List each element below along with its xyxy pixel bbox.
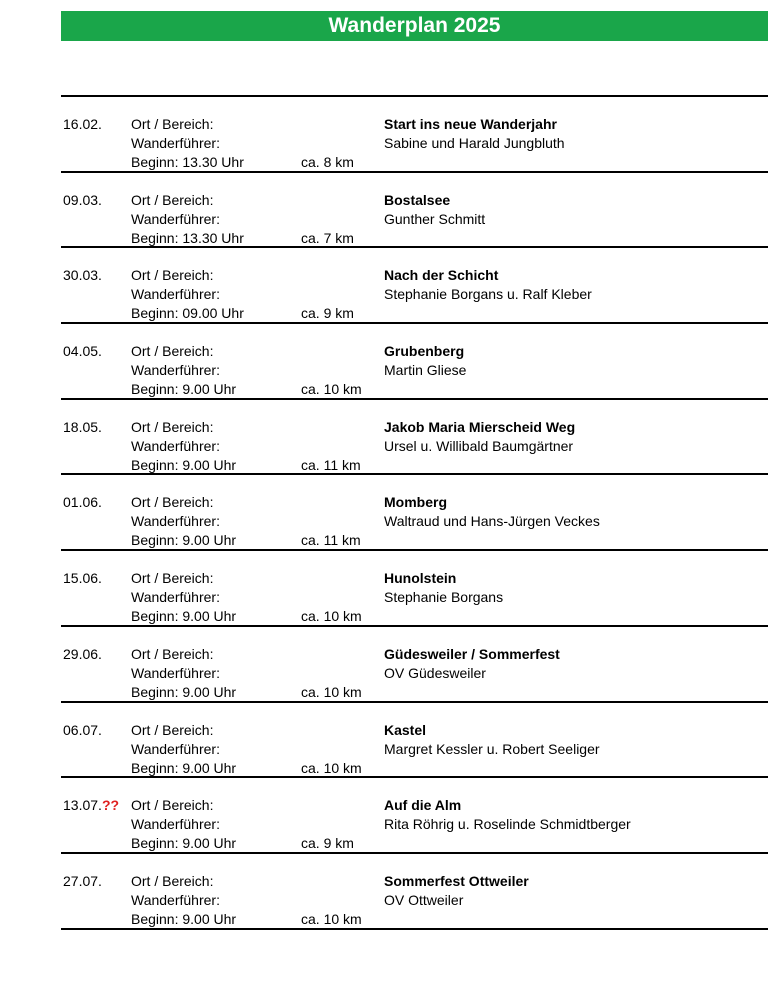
distance: ca. 10 km [301,381,362,398]
hike-title: Nach der Schicht [384,267,499,284]
distance: ca. 7 km [301,229,354,246]
hike-title: Kastel [384,721,427,738]
hike-date [63,342,102,361]
hike-guide: Stephanie Borgans [384,589,504,606]
hike-guide: OV Ottweiler [384,891,464,908]
location-label: Ort / Bereich: [131,494,214,511]
start-time: Beginn: 9.00 Uhr [131,608,237,625]
distance: ca. 10 km [301,683,362,700]
hike-guide: Martin Gliese [384,362,467,379]
distance: ca. 9 km [301,305,354,322]
distance: ca. 10 km [301,608,362,625]
hike-title: Grubenberg [384,343,465,360]
start-time: Beginn: 9.00 Uhr [131,759,237,776]
start-time: Beginn: 9.00 Uhr [131,683,237,700]
hike-title: Auf die Alm [384,797,462,814]
location-label: Ort / Bereich: [131,267,214,284]
hike-guide: Gunther Schmitt [384,210,486,227]
hike-guide: Sabine und Harald Jungbluth [384,135,565,151]
guide-label: Wanderführer: [131,210,220,227]
distance: ca. 10 km [301,759,362,776]
hike-schedule-list [61,97,768,930]
hike-title: Jakob Maria Mierscheid Weg [384,418,576,435]
hike-date-value: 01.06. [63,494,102,511]
hike-date-value: 16.02. [63,116,102,132]
guide-label: Wanderführer: [131,437,220,454]
hike-entry [61,248,768,324]
hike-date-value: 04.05. [63,343,102,360]
hike-entry [61,173,768,249]
hike-title: Hunolstein [384,570,457,587]
start-time: Beginn: 9.00 Uhr [131,910,237,927]
start-time: Beginn: 9.00 Uhr [131,381,237,398]
start-time: Beginn: 09.00 Uhr [131,305,244,322]
location-label: Ort / Bereich: [131,418,214,435]
hike-date-value: 13.07. [63,797,102,814]
guide-label: Wanderführer: [131,135,220,151]
hike-date-value: 15.06. [63,570,102,587]
distance: ca. 9 km [301,835,354,852]
hike-date [63,266,102,285]
distance: ca. 11 km [301,532,361,549]
location-label: Ort / Bereich: [131,116,214,132]
hike-date [63,569,102,588]
guide-label: Wanderführer: [131,362,220,379]
location-label: Ort / Bereich: [131,191,214,208]
guide-label: Wanderführer: [131,740,220,757]
location-label: Ort / Bereich: [131,721,214,738]
hike-title: Momberg [384,494,447,511]
location-label: Ort / Bereich: [131,797,214,814]
page-title: Wanderplan 2025 [61,11,768,41]
guide-label: Wanderführer: [131,589,220,606]
distance: ca. 8 km [301,154,354,170]
hike-date-value: 29.06. [63,645,102,662]
hike-entry [61,627,768,703]
hike-entry [61,400,768,476]
hike-date [63,418,102,437]
start-time: Beginn: 9.00 Uhr [131,456,237,473]
hike-guide: Rita Röhrig u. Roselinde Schmidtberger [384,816,631,833]
location-label: Ort / Bereich: [131,872,214,889]
hike-title: Sommerfest Ottweiler [384,872,529,889]
hike-date-value: 09.03. [63,191,102,208]
guide-label: Wanderführer: [131,664,220,681]
start-time: Beginn: 13.30 Uhr [131,154,244,170]
hike-date-value: 30.03. [63,267,102,284]
location-label: Ort / Bereich: [131,570,214,587]
hike-guide: Stephanie Borgans u. Ralf Kleber [384,286,592,303]
hike-guide: OV Güdesweiler [384,664,486,681]
hike-guide: Ursel u. Willibald Baumgärtner [384,437,574,454]
hike-guide: Margret Kessler u. Robert Seeliger [384,740,600,757]
location-label: Ort / Bereich: [131,645,214,662]
hike-entry [61,324,768,400]
hike-date [63,191,102,210]
start-time: Beginn: 13.30 Uhr [131,229,244,246]
hike-date [63,115,102,134]
distance: ca. 11 km [301,456,361,473]
distance: ca. 10 km [301,910,362,927]
hike-entry [61,854,768,930]
hike-entry [61,703,768,779]
guide-label: Wanderführer: [131,513,220,530]
guide-label: Wanderführer: [131,816,220,833]
hike-guide: Waltraud und Hans-Jürgen Veckes [384,513,600,530]
hike-title: Güdesweiler / Sommerfest [384,645,560,662]
hike-date [63,796,119,815]
hike-entry [61,475,768,551]
uncertain-date-mark: ?? [101,797,120,814]
hike-date [63,645,102,664]
guide-label: Wanderführer: [131,891,220,908]
start-time: Beginn: 9.00 Uhr [131,532,237,549]
hike-date [63,721,102,740]
hike-date-value: 18.05. [63,418,102,435]
hike-date [63,493,102,512]
hike-entry [61,97,768,173]
guide-label: Wanderführer: [131,286,220,303]
hike-title: Start ins neue Wanderjahr [384,116,557,132]
start-time: Beginn: 9.00 Uhr [131,835,237,852]
location-label: Ort / Bereich: [131,343,214,360]
hike-date [63,872,102,891]
hike-entry [61,551,768,627]
hike-date-value: 06.07. [63,721,102,738]
hike-entry [61,778,768,854]
hike-title: Bostalsee [384,191,451,208]
hike-date-value: 27.07. [63,872,102,889]
